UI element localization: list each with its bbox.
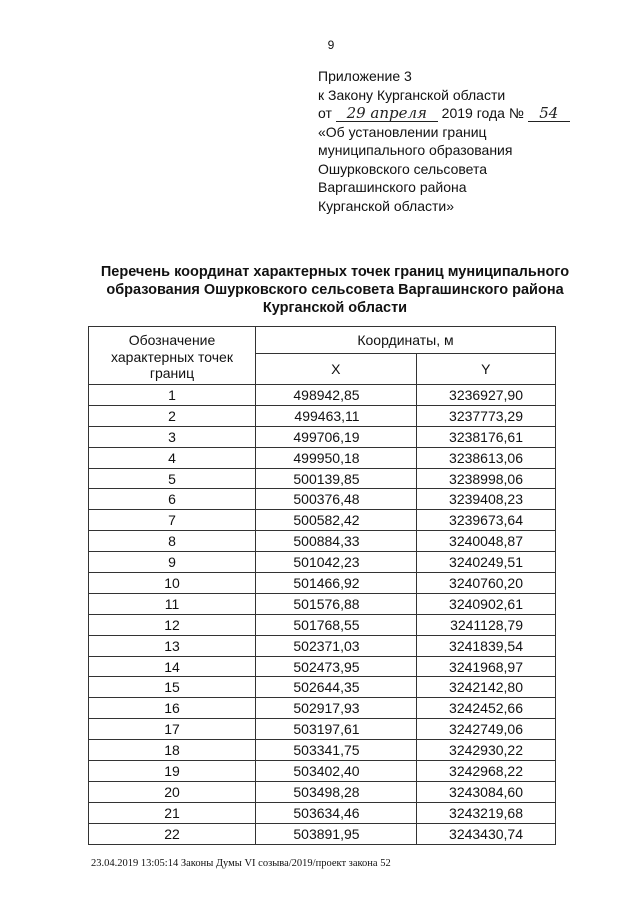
y-coordinate-cell: 3243430,74 [416, 823, 555, 844]
x-coordinate-cell: 502371,03 [256, 635, 417, 656]
x-coordinate-cell: 503634,46 [256, 802, 417, 823]
point-number-cell: 15 [89, 677, 256, 698]
x-coordinate-cell: 499950,18 [256, 447, 417, 468]
table-row [89, 802, 556, 823]
y-coordinate-cell: 3243219,68 [416, 802, 555, 823]
law-name-line-1: «Об установлении границ [318, 123, 487, 140]
y-coordinate-cell: 3241968,97 [416, 656, 555, 677]
point-number-cell: 5 [89, 468, 256, 489]
table-row [89, 677, 556, 698]
x-coordinate-cell: 499706,19 [256, 426, 417, 447]
y-coordinate-cell: 3242452,66 [416, 698, 555, 719]
table-row [89, 740, 556, 761]
point-number-cell: 14 [89, 656, 256, 677]
y-coordinate-cell: 3238176,61 [416, 426, 555, 447]
x-coordinate-cell: 502917,93 [256, 698, 417, 719]
point-number-cell: 12 [89, 614, 256, 635]
point-number-cell: 10 [89, 573, 256, 594]
header-y: Y [416, 354, 555, 385]
x-coordinate-cell: 501576,88 [256, 593, 417, 614]
x-coordinate-cell: 502644,35 [256, 677, 417, 698]
appendix-title: Приложение 3 [318, 68, 412, 84]
table-row [89, 614, 556, 635]
point-number-cell: 20 [89, 781, 256, 802]
x-coordinate-cell: 501466,92 [256, 573, 417, 594]
y-coordinate-cell: 3242142,80 [416, 677, 555, 698]
header-x: X [256, 354, 417, 385]
y-coordinate-cell: 3240902,61 [416, 593, 555, 614]
y-coordinate-cell: 3241839,54 [416, 635, 555, 656]
point-number-cell: 16 [89, 698, 256, 719]
point-number-cell: 17 [89, 719, 256, 740]
point-number-cell: 2 [89, 405, 256, 426]
y-coordinate-cell: 3240760,20 [416, 573, 555, 594]
y-coordinate-cell: 3240048,87 [416, 531, 555, 552]
y-coordinate-cell: 3237773,29 [416, 405, 555, 426]
title-line-1: Перечень координат характерных точек границ муниципального [100, 264, 570, 280]
x-coordinate-cell: 503341,75 [256, 740, 417, 761]
table-row [89, 552, 556, 573]
table-row [89, 656, 556, 677]
law-name-line-5: Курганской области» [318, 197, 455, 214]
point-number-cell: 21 [89, 802, 256, 823]
table-row [89, 823, 556, 844]
table-row [89, 781, 556, 802]
page-number: 9 [327, 38, 335, 52]
point-number-cell: 13 [89, 635, 256, 656]
x-coordinate-cell: 503197,61 [256, 719, 417, 740]
x-coordinate-cell: 501042,23 [256, 552, 417, 573]
point-number-cell: 19 [89, 761, 256, 782]
point-number-cell: 3 [89, 426, 256, 447]
point-number-cell: 11 [89, 593, 256, 614]
point-number-cell: 6 [89, 489, 256, 510]
appendix-block [318, 67, 618, 215]
x-coordinate-cell: 503498,28 [256, 781, 417, 802]
point-number-cell: 8 [89, 531, 256, 552]
point-number-cell: 18 [89, 740, 256, 761]
x-coordinate-cell: 500139,85 [256, 468, 417, 489]
appendix-date-line [318, 104, 618, 123]
point-number-cell: 4 [89, 447, 256, 468]
x-coordinate-cell: 500376,48 [256, 489, 417, 510]
point-number-cell: 22 [89, 823, 256, 844]
y-coordinate-cell: 3242749,06 [416, 719, 555, 740]
handwritten-date: 29 апреля [336, 106, 438, 122]
handwritten-law-number: 54 [528, 106, 570, 122]
table-body [89, 385, 556, 845]
table-row [89, 635, 556, 656]
y-coordinate-cell: 3242930,22 [416, 740, 555, 761]
y-coordinate-cell: 3238613,06 [416, 447, 555, 468]
table-row [89, 468, 556, 489]
x-coordinate-cell: 503891,95 [256, 823, 417, 844]
y-coordinate-cell: 3243084,60 [416, 781, 555, 802]
title-line-3: Курганской области [262, 300, 408, 316]
date-prefix: от [318, 105, 332, 121]
table-row [89, 531, 556, 552]
year-text: 2019 года № [441, 105, 524, 121]
footer-stamp: 23.04.2019 13:05:14 Законы Думы VI созыва/2019/проект закона 52 [91, 858, 391, 869]
y-coordinate-cell: 3239673,64 [416, 510, 555, 531]
y-coordinate-cell: 3242968,22 [416, 761, 555, 782]
y-coordinate-cell: 3239408,23 [416, 489, 555, 510]
x-coordinate-cell: 503402,40 [256, 761, 417, 782]
law-name-line-3: Ошурковского сельсовета [318, 160, 488, 177]
table-row [89, 761, 556, 782]
law-name-line-4: Варгашинского района [318, 179, 467, 195]
table-row [89, 489, 556, 510]
y-coordinate-cell: 3238998,06 [416, 468, 555, 489]
table-row [89, 405, 556, 426]
document-title [70, 263, 600, 317]
table-row [89, 447, 556, 468]
table-row [89, 573, 556, 594]
x-coordinate-cell: 499463,11 [256, 405, 417, 426]
title-line-2: образования Ошурковского сельсовета Варгашинского района [106, 282, 564, 298]
law-name-line-2: муниципального образования [318, 142, 513, 158]
coordinates-table [88, 326, 556, 845]
y-coordinate-cell: 3240249,51 [416, 552, 555, 573]
y-coordinate-cell: 3241128,79 [416, 614, 555, 635]
table-row [89, 385, 556, 406]
x-coordinate-cell: 502473,95 [256, 656, 417, 677]
x-coordinate-cell: 498942,85 [256, 385, 417, 406]
point-number-cell: 9 [89, 552, 256, 573]
x-coordinate-cell: 500582,42 [256, 510, 417, 531]
x-coordinate-cell: 501768,55 [256, 614, 417, 635]
x-coordinate-cell: 500884,33 [256, 531, 417, 552]
header-point-name: Обозначение характерных точек границ [89, 327, 256, 385]
table-row [89, 698, 556, 719]
point-number-cell: 1 [89, 385, 256, 406]
y-coordinate-cell: 3236927,90 [416, 385, 555, 406]
point-number-cell: 7 [89, 510, 256, 531]
table-row [89, 426, 556, 447]
header-coordinates: Координаты, м [256, 327, 556, 354]
table-row [89, 593, 556, 614]
table-row [89, 510, 556, 531]
table-row [89, 719, 556, 740]
appendix-law-ref: к Закону Курганской области [318, 86, 506, 103]
